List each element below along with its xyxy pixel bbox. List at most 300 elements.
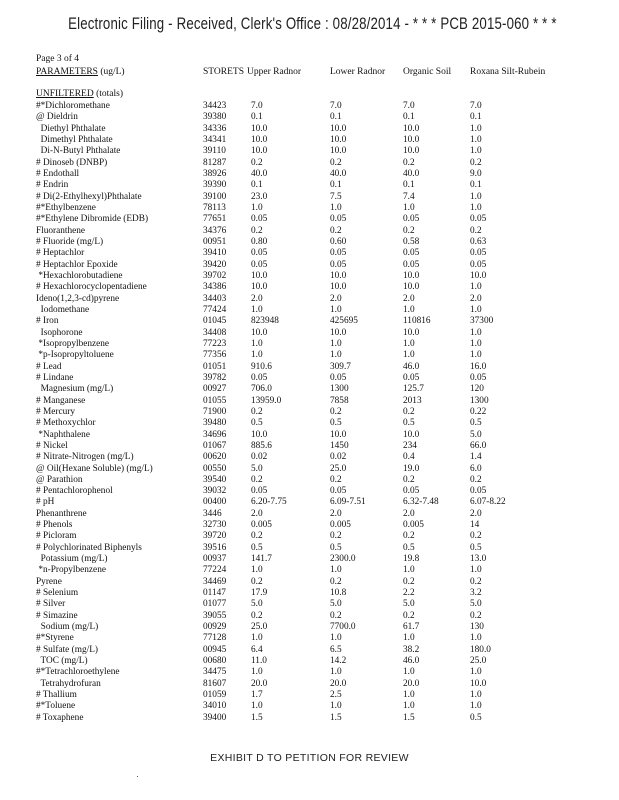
lower-radnor-value: 0.2 xyxy=(330,610,342,621)
storet-code: 39100 xyxy=(203,191,227,202)
table-row xyxy=(0,294,619,305)
table-row xyxy=(0,282,619,293)
table-row xyxy=(0,396,619,407)
storet-code: 77356 xyxy=(203,350,227,361)
organic-soil-value: 0.4 xyxy=(403,452,415,463)
table-row xyxy=(0,599,619,610)
table-row xyxy=(0,407,619,418)
lower-radnor-value: 425695 xyxy=(330,316,358,327)
table-row xyxy=(0,328,619,339)
parameter: # Hexachlorocyclopentadiene xyxy=(36,282,147,293)
organic-soil-value: 0.05 xyxy=(403,486,420,497)
lower-radnor-value: 1.0 xyxy=(330,350,342,361)
table-row xyxy=(0,554,619,565)
lower-radnor-value: 0.5 xyxy=(330,418,342,429)
upper-radnor-value: 10.0 xyxy=(251,123,268,134)
roxana-silt-value: 3.2 xyxy=(470,588,482,599)
parameter: @ Parathion xyxy=(36,474,83,485)
upper-radnor-value: 0.1 xyxy=(251,112,263,123)
parameter: # pH xyxy=(36,497,55,508)
roxana-silt-value: 1.0 xyxy=(470,690,482,701)
parameter: Tetrahydrofuran xyxy=(36,678,101,689)
organic-soil-value: 0.005 xyxy=(403,520,424,531)
storet-code: 39380 xyxy=(203,112,227,123)
roxana-silt-value: 0.22 xyxy=(470,406,487,417)
organic-soil-value: 0.5 xyxy=(403,418,415,429)
parameter: Dimethyl Phthalate xyxy=(36,134,113,145)
upper-radnor-value: 6.20-7.75 xyxy=(251,497,287,508)
roxana-silt-value: 1.0 xyxy=(470,304,482,315)
table-row xyxy=(0,577,619,588)
organic-soil-value: 0.05 xyxy=(403,214,420,225)
page-number: Page 3 of 4 xyxy=(36,54,80,64)
roxana-silt-value: 2.0 xyxy=(470,293,482,304)
table-row xyxy=(0,543,619,554)
storet-code: 39516 xyxy=(203,542,227,553)
lower-radnor-value: 2.5 xyxy=(330,690,342,701)
table-row xyxy=(0,271,619,282)
table-row xyxy=(0,690,619,701)
organic-soil-value: 46.0 xyxy=(403,361,420,372)
storet-code: 39390 xyxy=(203,180,227,191)
parameter: # Dinoseb (DNBP) xyxy=(36,157,108,168)
organic-soil-value: 40.0 xyxy=(403,168,420,179)
table-row xyxy=(0,430,619,441)
roxana-silt-value: 6.07-8.22 xyxy=(470,497,506,508)
storet-code: 00951 xyxy=(203,236,227,247)
storet-code: 34475 xyxy=(203,667,227,678)
parameter: # Pentachlorophenol xyxy=(36,486,113,497)
upper-radnor-value: 1.7 xyxy=(251,690,263,701)
lower-radnor-value: 10.0 xyxy=(330,134,347,145)
storet-code: 39720 xyxy=(203,531,227,542)
parameter: # Silver xyxy=(36,599,66,610)
upper-radnor-value: 10.0 xyxy=(251,134,268,145)
upper-radnor-value: 0.05 xyxy=(251,486,268,497)
lower-radnor-value: 10.0 xyxy=(330,270,347,281)
lower-radnor-value: 0.2 xyxy=(330,531,342,542)
lower-radnor-value: 7700.0 xyxy=(330,622,356,633)
organic-soil-value: 10.0 xyxy=(403,270,420,281)
organic-soil-value: 0.5 xyxy=(403,542,415,553)
upper-radnor-value: 910.6 xyxy=(251,361,272,372)
storet-code: 01051 xyxy=(203,361,227,372)
upper-radnor-value: 6.4 xyxy=(251,644,263,655)
lower-radnor-value: 0.2 xyxy=(330,576,342,587)
table-row xyxy=(0,350,619,361)
storet-code: 34403 xyxy=(203,293,227,304)
organic-soil-value: 10.0 xyxy=(403,282,420,293)
lower-radnor-value: 1.0 xyxy=(330,701,342,712)
organic-soil-value: 10.0 xyxy=(403,134,420,145)
upper-radnor-value: 0.05 xyxy=(251,248,268,259)
table-row xyxy=(0,101,619,112)
roxana-silt-value: 66.0 xyxy=(470,440,487,451)
lower-radnor-value: 1.0 xyxy=(330,338,342,349)
upper-radnor-value: 10.0 xyxy=(251,270,268,281)
parameter: Potassium (mg/L) xyxy=(36,554,108,565)
roxana-silt-value: 0.2 xyxy=(470,531,482,542)
parameter: # Endrin xyxy=(36,180,69,191)
upper-radnor-value: 2.0 xyxy=(251,293,263,304)
lower-radnor-value: 10.8 xyxy=(330,588,347,599)
organic-soil-value: 19.0 xyxy=(403,463,420,474)
upper-radnor-value: 1.0 xyxy=(251,633,263,644)
parameter: #*Styrene xyxy=(36,633,74,644)
table-row xyxy=(0,633,619,644)
storet-code: 77224 xyxy=(203,565,227,576)
roxana-silt-value: 16.0 xyxy=(470,361,487,372)
roxana-silt-value: 1.0 xyxy=(470,134,482,145)
organic-soil-value: 10.0 xyxy=(403,146,420,157)
upper-radnor-value: 7.0 xyxy=(251,101,263,111)
storet-code: 00937 xyxy=(203,554,227,565)
storet-code: 00400 xyxy=(203,497,227,508)
roxana-silt-value: 0.5 xyxy=(470,418,482,429)
lower-radnor-value: 14.2 xyxy=(330,656,347,667)
organic-soil-value: 1.0 xyxy=(403,338,415,349)
organic-soil-value: 1.0 xyxy=(403,633,415,644)
parameter: # Manganese xyxy=(36,395,86,406)
upper-radnor-value: 1.0 xyxy=(251,701,263,712)
table-row xyxy=(0,611,619,622)
roxana-silt-value: 0.63 xyxy=(470,236,487,247)
parameter: @ Dieldrin xyxy=(36,112,78,123)
roxana-silt-value: 1.0 xyxy=(470,202,482,213)
parameter: Phenanthrene xyxy=(36,508,87,519)
lower-radnor-value: 0.05 xyxy=(330,372,347,383)
header-lower-radnor: Lower Radnor xyxy=(330,67,386,77)
lower-radnor-value: 0.05 xyxy=(330,214,347,225)
lower-radnor-value: 0.5 xyxy=(330,542,342,553)
upper-radnor-value: 13959.0 xyxy=(251,395,282,406)
table-row xyxy=(0,667,619,678)
upper-radnor-value: 706.0 xyxy=(251,384,272,395)
lower-radnor-value: 1450 xyxy=(330,440,349,451)
table-row xyxy=(0,237,619,248)
parameter: # Thallium xyxy=(36,690,77,701)
table-row xyxy=(0,305,619,316)
table-row xyxy=(0,135,619,146)
header-parameters-unit: (ug/L) xyxy=(100,67,125,77)
parameter: # Mercury xyxy=(36,406,75,417)
lower-radnor-value: 6.5 xyxy=(330,644,342,655)
lower-radnor-value: 0.05 xyxy=(330,248,347,259)
organic-soil-value: 2.2 xyxy=(403,588,415,599)
parameter: # Iron xyxy=(36,316,59,327)
lower-radnor-value: 1.0 xyxy=(330,304,342,315)
parameter: #*Tetrachloroethylene xyxy=(36,667,120,678)
organic-soil-value: 0.2 xyxy=(403,225,415,236)
lower-radnor-value: 1.0 xyxy=(330,667,342,678)
organic-soil-value: 10.0 xyxy=(403,327,420,338)
roxana-silt-value: 5.0 xyxy=(470,599,482,610)
parameter: # Heptachlor xyxy=(36,248,85,259)
parameter: #*Toluene xyxy=(36,701,76,712)
upper-radnor-value: 10.0 xyxy=(251,429,268,440)
storet-code: 00929 xyxy=(203,622,227,633)
roxana-silt-value: 1.0 xyxy=(470,667,482,678)
parameter: Di-N-Butyl Phthalate xyxy=(36,146,121,157)
parameter: # Toxaphene xyxy=(36,712,84,723)
storet-code: 34336 xyxy=(203,123,227,134)
storet-code: 01147 xyxy=(203,588,226,599)
table-row xyxy=(0,226,619,237)
table-row xyxy=(0,497,619,508)
parameter: # Di(2-Ethylhexyl)Phthalate xyxy=(36,191,142,202)
roxana-silt-value: 10.0 xyxy=(470,678,487,689)
lower-radnor-value: 10.0 xyxy=(330,429,347,440)
table-row xyxy=(0,124,619,135)
parameter: # Selenium xyxy=(36,588,79,599)
storet-code: 34386 xyxy=(203,282,227,293)
organic-soil-value: 0.2 xyxy=(403,576,415,587)
upper-radnor-value: 0.2 xyxy=(251,531,263,542)
lower-radnor-value: 0.1 xyxy=(330,180,342,191)
parameter: @ Oil(Hexane Soluble) (mg/L) xyxy=(36,463,153,474)
table-row xyxy=(0,656,619,667)
roxana-silt-value: 13.0 xyxy=(470,554,487,565)
table-row xyxy=(0,192,619,203)
lower-radnor-value: 0.2 xyxy=(330,225,342,236)
parameter: Fluoranthene xyxy=(36,225,86,236)
lower-radnor-value: 0.2 xyxy=(330,406,342,417)
upper-radnor-value: 1.0 xyxy=(251,304,263,315)
storet-code: 34376 xyxy=(203,225,227,236)
storet-code: 77651 xyxy=(203,214,227,225)
table-row xyxy=(0,158,619,169)
organic-soil-value: 1.0 xyxy=(403,304,415,315)
upper-radnor-value: 0.005 xyxy=(251,520,272,531)
parameters-table xyxy=(0,101,619,724)
storet-code: 34341 xyxy=(203,134,227,145)
table-row xyxy=(0,248,619,259)
roxana-silt-value: 1.0 xyxy=(470,701,482,712)
parameter: #*Dichloromethane xyxy=(36,101,110,111)
table-row xyxy=(0,112,619,123)
parameter: # Sulfate (mg/L) xyxy=(36,644,98,655)
storet-code: 81607 xyxy=(203,678,227,689)
roxana-silt-value: 0.2 xyxy=(470,610,482,621)
storet-code: 01055 xyxy=(203,395,227,406)
header-parameters-label: PARAMETERS xyxy=(36,67,98,77)
lower-radnor-value: 2.0 xyxy=(330,508,342,519)
upper-radnor-value: 1.0 xyxy=(251,565,263,576)
organic-soil-value: 38.2 xyxy=(403,644,420,655)
parameter: *n-Propylbenzene xyxy=(36,565,106,576)
roxana-silt-value: 1.0 xyxy=(470,338,482,349)
header-upper-radnor: Upper Radnor xyxy=(247,67,302,77)
lower-radnor-value: 0.005 xyxy=(330,520,351,531)
lower-radnor-value: 309.7 xyxy=(330,361,351,372)
organic-soil-value: 0.2 xyxy=(403,157,415,168)
organic-soil-value: 2.0 xyxy=(403,508,415,519)
table-row xyxy=(0,180,619,191)
organic-soil-value: 1.0 xyxy=(403,565,415,576)
table-row xyxy=(0,622,619,633)
upper-radnor-value: 0.05 xyxy=(251,214,268,225)
parameter: Sodium (mg/L) xyxy=(36,622,99,633)
table-row xyxy=(0,679,619,690)
organic-soil-value: 0.05 xyxy=(403,372,420,383)
storet-code: 34423 xyxy=(203,101,227,111)
parameter: Diethyl Phthalate xyxy=(36,123,106,134)
upper-radnor-value: 1.0 xyxy=(251,338,263,349)
storet-code: 32730 xyxy=(203,520,227,531)
roxana-silt-value: 130 xyxy=(470,622,484,633)
table-row xyxy=(0,362,619,373)
roxana-silt-value: 1.0 xyxy=(470,327,482,338)
storet-code: 34696 xyxy=(203,429,227,440)
parameter: # Heptachlor Epoxide xyxy=(36,259,118,270)
roxana-silt-value: 2.0 xyxy=(470,508,482,519)
lower-radnor-value: 20.0 xyxy=(330,678,347,689)
parameter: *Isopropylbenzene xyxy=(36,338,110,349)
storet-code: 77223 xyxy=(203,338,227,349)
parameter: # Endothall xyxy=(36,168,80,179)
roxana-silt-value: 0.05 xyxy=(470,486,487,497)
upper-radnor-value: 0.5 xyxy=(251,542,263,553)
organic-soil-value: 7.0 xyxy=(403,101,415,111)
roxana-silt-value: 7.0 xyxy=(470,101,482,111)
table-row xyxy=(0,384,619,395)
upper-radnor-value: 40.0 xyxy=(251,168,268,179)
roxana-silt-value: 1.0 xyxy=(470,191,482,202)
organic-soil-value: 10.0 xyxy=(403,429,420,440)
organic-soil-value: 125.7 xyxy=(403,384,424,395)
parameter: Magnesium (mg/L) xyxy=(36,384,114,395)
exhibit-footer: EXHIBIT D TO PETITION FOR REVIEW xyxy=(210,752,409,764)
roxana-silt-value: 37300 xyxy=(470,316,494,327)
organic-soil-value: 0.1 xyxy=(403,180,415,191)
upper-radnor-value: 0.2 xyxy=(251,225,263,236)
roxana-silt-value: 1.0 xyxy=(470,123,482,134)
lower-radnor-value: 0.02 xyxy=(330,452,347,463)
roxana-silt-value: 1.0 xyxy=(470,633,482,644)
roxana-silt-value: 0.05 xyxy=(470,372,487,383)
storet-code: 00927 xyxy=(203,384,227,395)
lower-radnor-value: 1.0 xyxy=(330,202,342,213)
upper-radnor-value: 10.0 xyxy=(251,282,268,293)
parameter: # Nitrate-Nitrogen (mg/L) xyxy=(36,452,134,463)
organic-soil-value: 0.58 xyxy=(403,236,420,247)
roxana-silt-value: 180.0 xyxy=(470,644,491,655)
organic-soil-value: 0.2 xyxy=(403,474,415,485)
storet-code: 00550 xyxy=(203,463,227,474)
lower-radnor-value: 5.0 xyxy=(330,599,342,610)
lower-radnor-value: 10.0 xyxy=(330,123,347,134)
upper-radnor-value: 1.0 xyxy=(251,667,263,678)
upper-radnor-value: 10.0 xyxy=(251,146,268,157)
storet-code: 01077 xyxy=(203,599,227,610)
header-roxana-silt: Roxana Silt-Rubein xyxy=(470,67,546,77)
parameter: Ideno(1,2,3-cd)pyrene xyxy=(36,293,120,304)
section-suffix: (totals) xyxy=(96,89,124,99)
organic-soil-value: 1.0 xyxy=(403,350,415,361)
roxana-silt-value: 0.05 xyxy=(470,248,487,259)
lower-radnor-value: 7858 xyxy=(330,395,349,406)
roxana-silt-value: 0.1 xyxy=(470,112,482,123)
organic-soil-value: 61.7 xyxy=(403,622,420,633)
upper-radnor-value: 1.5 xyxy=(251,712,263,723)
upper-radnor-value: 823948 xyxy=(251,316,279,327)
roxana-silt-value: 1.4 xyxy=(470,452,482,463)
table-row xyxy=(0,373,619,384)
upper-radnor-value: 885.6 xyxy=(251,440,272,451)
table-row xyxy=(0,203,619,214)
storet-code: 78113 xyxy=(203,202,226,213)
table-row xyxy=(0,509,619,520)
organic-soil-value: 2013 xyxy=(403,395,422,406)
organic-soil-value: 1.0 xyxy=(403,667,415,678)
upper-radnor-value: 141.7 xyxy=(251,554,272,565)
roxana-silt-value: 0.05 xyxy=(470,214,487,225)
roxana-silt-value: 6.0 xyxy=(470,463,482,474)
parameter: # Phenols xyxy=(36,520,73,531)
parameter: # Simazine xyxy=(36,610,78,621)
organic-soil-value: 5.0 xyxy=(403,599,415,610)
organic-soil-value: 6.32-7.48 xyxy=(403,497,439,508)
table-row xyxy=(0,214,619,225)
header-organic-soil: Organic Soil xyxy=(403,67,452,77)
scan-speck xyxy=(137,776,138,777)
table-row xyxy=(0,339,619,350)
organic-soil-value: 7.4 xyxy=(403,191,415,202)
roxana-silt-value: 1.0 xyxy=(470,350,482,361)
table-row xyxy=(0,645,619,656)
roxana-silt-value: 0.2 xyxy=(470,576,482,587)
lower-radnor-value: 0.2 xyxy=(330,474,342,485)
storet-code: 39420 xyxy=(203,259,227,270)
table-row xyxy=(0,713,619,724)
upper-radnor-value: 1.0 xyxy=(251,202,263,213)
upper-radnor-value: 0.2 xyxy=(251,157,263,168)
storet-code: 77128 xyxy=(203,633,227,644)
table-row xyxy=(0,520,619,531)
upper-radnor-value: 17.9 xyxy=(251,588,268,599)
parameter: # Lindane xyxy=(36,372,74,383)
lower-radnor-value: 10.0 xyxy=(330,282,347,293)
storet-code: 71900 xyxy=(203,406,227,417)
roxana-silt-value: 1300 xyxy=(470,395,489,406)
storet-code: 3446 xyxy=(203,508,222,519)
lower-radnor-value: 40.0 xyxy=(330,168,347,179)
upper-radnor-value: 23.0 xyxy=(251,191,268,202)
upper-radnor-value: 0.2 xyxy=(251,406,263,417)
upper-radnor-value: 0.05 xyxy=(251,259,268,270)
upper-radnor-value: 5.0 xyxy=(251,599,263,610)
table-header xyxy=(0,67,619,79)
upper-radnor-value: 20.0 xyxy=(251,678,268,689)
table-row xyxy=(0,531,619,542)
section-label: UNFILTERED xyxy=(36,89,94,99)
roxana-silt-value: 0.2 xyxy=(470,157,482,168)
table-row xyxy=(0,316,619,327)
table-row xyxy=(0,441,619,452)
roxana-silt-value: 0.1 xyxy=(470,180,482,191)
storet-code: 39540 xyxy=(203,474,227,485)
parameter: # Methoxychlor xyxy=(36,418,96,429)
roxana-silt-value: 0.2 xyxy=(470,474,482,485)
upper-radnor-value: 0.2 xyxy=(251,576,263,587)
storet-code: 01059 xyxy=(203,690,227,701)
roxana-silt-value: 25.0 xyxy=(470,656,487,667)
organic-soil-value: 0.1 xyxy=(403,112,415,123)
parameter: # Nickel xyxy=(36,440,68,451)
parameter: Isophorone xyxy=(36,327,83,338)
organic-soil-value: 0.05 xyxy=(403,259,420,270)
storet-code: 00680 xyxy=(203,656,227,667)
